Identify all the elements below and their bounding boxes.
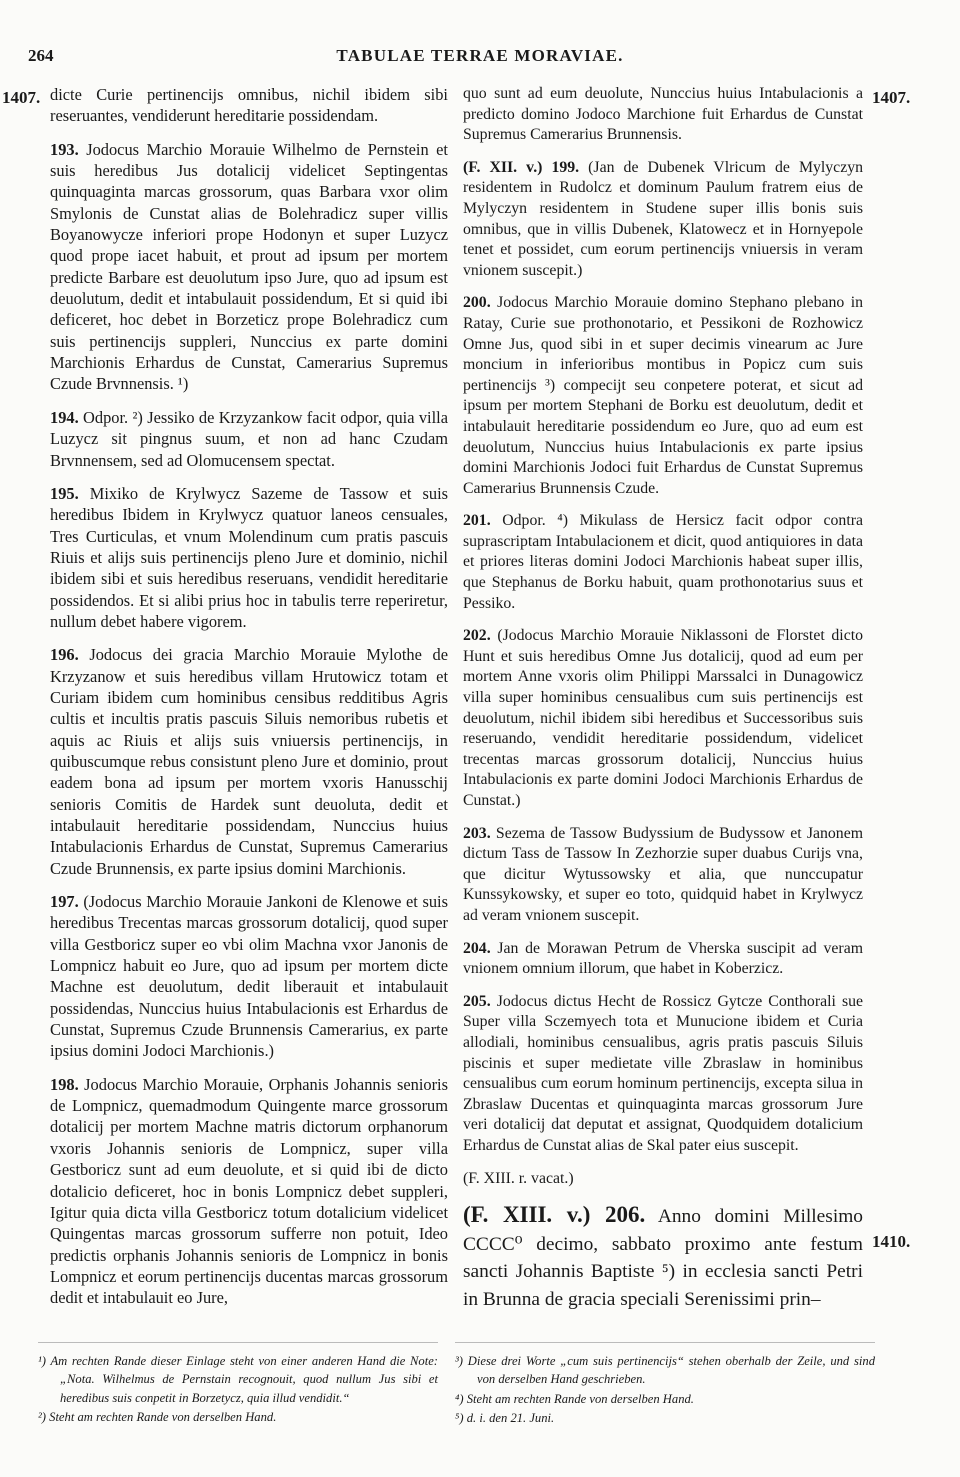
footnote-mark: ³) bbox=[455, 1354, 463, 1368]
footnote bbox=[455, 1409, 875, 1427]
entry-number: 197. bbox=[50, 892, 79, 912]
entry-number: (F. XII. v.) 199. bbox=[463, 158, 580, 176]
left-text-column bbox=[50, 84, 448, 1321]
footnote bbox=[38, 1352, 438, 1407]
margin-year: 1407. bbox=[872, 88, 911, 107]
entry-number: (F. XIII. v.) 206. bbox=[463, 1202, 646, 1228]
entry-text: dicte Curie pertinencijs omnibus, nichil ibidem sibi reseruantes, vendiderunt hereditarie possidendam. bbox=[50, 85, 448, 126]
footnote bbox=[38, 1408, 438, 1426]
margin-year: 1410. bbox=[872, 1232, 911, 1251]
entry-text: (F. XIII. r. vacat.) bbox=[463, 1169, 574, 1187]
entry-number: 196. bbox=[50, 645, 79, 665]
entry-number: 193. bbox=[50, 139, 79, 159]
entry-paragraph bbox=[50, 407, 448, 471]
entry-paragraph bbox=[463, 293, 863, 499]
entry-text: Sezema de Tassow Budyssium de Budyssow et Janonem dictum Tass de Tassow In Zezhorzie super duabus Curijs vna, que dicitur Wytussowsky et alia, que nunccupatur Kunssykowsky, et super eo toto, quidquid habet in Krylwycz ad veram vnionem suscepit. bbox=[463, 824, 863, 924]
entry-text: Mixiko de Krylwycz Sazeme de Tassow et suis heredibus Ibidem in Krylwycz quatuor laneos censuales, Tres Curticulas, et vnum Molendinum cum pratis pascuis Riuis et alijs suis pertinencijs pleno Jure et dominio, nichil ibidem sibi et suis heredibus reseruans, vendidit hereditarie possidendos. Et si alibi prius hoc in tabulis terre reperiretur, nullum debet habere vigorem. bbox=[50, 483, 448, 631]
entry-text: Jodocus Marchio Morauie domino Stephano plebano in Ratay, Curie sue prothonotario, et Pessikoni de Rozhowicz Omne Jus, quod sibi in et super decimis vinearum ac Jure moncium in inferioribus montibus in Popicz cum suis pertinencijs ³) compecijt seu conpetere poterat, et sicut ad ipsum per mortem Stephani de Borku est deuolutum, dedit et intabulauit hereditarie possidendum eo Jure, quo ad eum est deuolutum, Nunccius huius Intabulacionis ex parte ipsius domini Marchionis Jodoci fuit Erhardus de Cunstat Supremus Camerarius Brunnensis Czude. bbox=[463, 294, 863, 497]
entry-text: Anno domini Millesimo CCCC⁰ decimo, sabbato proximo ante festum sancti Johannis Baptiste ⁵) in ecclesia sancti Petri in Brunna de gracia speciali Serenissimi prin– bbox=[463, 1206, 863, 1310]
footnote-rule bbox=[455, 1342, 875, 1343]
entry-paragraph bbox=[50, 139, 448, 395]
footnote-text: Am rechten Rande dieser Einlage steht von einer anderen Hand die Note: „Nota. Wilhelmus de Pernstain recognouit, quod nullum Jus sibi et heredibus suis conpetit in Borzetycz, quia illud vendidit.“ bbox=[50, 1354, 438, 1405]
entry-paragraph bbox=[463, 511, 863, 614]
footnote-text: Diese drei Worte „cum suis pertinencijs“ stehen oberhalb der Zeile, und sind von derselben Hand geschrieben. bbox=[467, 1354, 875, 1387]
footnote-mark: ⁴) bbox=[455, 1391, 464, 1406]
entry-number: 204. bbox=[463, 939, 491, 957]
page-number: 264 bbox=[28, 46, 54, 65]
entry-number: 202. bbox=[463, 627, 491, 645]
entry-text: quo sunt ad eum deuolute, Nunccius huius Intabulacionis a predicto domino Jodoco Marchione fuit Erhardus de Cunstat Supremus Camerarius Brunnensis. bbox=[463, 85, 863, 144]
entry-paragraph bbox=[463, 1201, 863, 1313]
entry-text: Jodocus Marchio Morauie Wilhelmo de Pernstein et suis heredibus Jus dotalicij videlicet Septingentas quinquaginta marcas grossorum, quas Barbara vxor olim Smylonis de Cunstat alias de Bolehradicz super villis Boyanowycze inferiori prope Hodonyn et super Luzycz quod prope iacet habuit, et prout ad ipsum per mortem predicte Barbare est deuolutum ipso Jure, quo ad ipsum est deuolutum, dedit et intabulauit possidendum, Et si quid ibi deficeret, hoc debet in Borzeticz prope Bolehradicz cum suis pertinencijs suppleri, Nunccius ex parte domini Marchionis Erhardus de Cunstat, Camerarius Supremus Czude Brvnnensis. ¹) bbox=[50, 139, 448, 394]
footnote-mark: ⁵) bbox=[455, 1410, 464, 1425]
entry-paragraph bbox=[50, 84, 448, 127]
entry-paragraph bbox=[50, 1074, 448, 1309]
entry-number: 201. bbox=[463, 512, 491, 530]
entry-paragraph bbox=[463, 84, 863, 146]
entry-number: 203. bbox=[463, 824, 491, 842]
footnote-mark: ²) bbox=[38, 1409, 46, 1424]
entry-paragraph bbox=[463, 939, 863, 980]
running-title: TABULAE TERRAE MORAVIAE. bbox=[336, 46, 624, 65]
entry-text: (Jodocus Marchio Morauie Niklassoni de Florstet dicto Hunt et suis heredibus Omne Jus dotalicij, quod ad eum per mortem Anne vxoris olim Philippi Marssalci in Dunagowicz villa super hominibus censualibus cum suis pertinencijs est deuolutum, nichil ibidem sibi heredibus et Successoribus suis reseruando, vendidit hereditarie possidendum, videlicet trecentas marcas grossorum dotalicij, Nunccius huius Intabulacionis ex parte domini Jodoci Marchionis Erhardus de Cunstat.) bbox=[463, 627, 863, 809]
entry-text: Jodocus Marchio Morauie, Orphanis Johannis senioris de Lompnicz, quemadmodum Quingente marce grossorum dotalicij per mortem Machne matris dictorum orphanorum vxoris Johannis senioris de Lompnicz, super villa Gestboricz sunt ad eum deuolute, et si quid ibi de dicto dotalicio deficeret, hoc in bonis Lompnicz debet suppleri, Igitur quia dicta villa Gestboricz totum dotalicium videlicet Quingentas marcas grossorum sufferre non potuit, Ideo predictis orphanis Johannis senioris de Lompnicz in bonis Lompnicz et eorum pertinencijs ducentas marcas grossorum dedit et intabulauit eo Jure, bbox=[50, 1074, 448, 1308]
entry-paragraph bbox=[463, 1169, 863, 1190]
entry-text: (Jan de Dubenek Vlricum de Mylyczyn residentem in Rudolcz et dominum Paulum fratrem eius de Mylyczyn residentem in Studene super illis bonis suis omnibus, que in villis Dubenek, Klatowecz et in Hornyepole tenet et possidet, cum eorum pertinencijs vniuersis in veram vnionem suscepit.) bbox=[463, 158, 864, 279]
entry-paragraph bbox=[463, 992, 863, 1157]
footnotes-right bbox=[455, 1352, 875, 1428]
entry-number: 198. bbox=[50, 1074, 79, 1094]
footnote-mark: ¹) bbox=[38, 1354, 46, 1368]
right-text-column bbox=[463, 84, 863, 1325]
footnote-text: Steht am rechten Rande von derselben Hand. bbox=[49, 1409, 277, 1424]
entry-text: Jan de Morawan Petrum de Vherska suscipit ad veram vnionem omnium illorum, que habet in Koberzicz. bbox=[463, 939, 863, 978]
entry-number: 205. bbox=[463, 992, 491, 1010]
entry-text: Jodocus dictus Hecht de Rossicz Gytcze Conthorali sue Super villa Sczemyech tota et Munucione ibidem et Curia allodiali, hominibus censualibus, agris pratis pascuis Siluis piscinis et super medietate ville Zbraslaw in hominibus censualibus cum eorum hominum pertinencijs, excepta silua in Zbraslaw Ducentas et quinquaginta marcas grossorum Jure veri dotalicij dat deputat et assignat, Quodquidem dotalicium Erhardus de Cunstat alias de Skal pater eius suscepit. bbox=[463, 992, 863, 1154]
margin-year: 1407. bbox=[2, 88, 41, 107]
footnote-text: d. i. den 21. Juni. bbox=[466, 1410, 555, 1425]
entry-number: 200. bbox=[463, 294, 491, 312]
entry-paragraph bbox=[463, 824, 863, 927]
entry-number: 194. bbox=[50, 407, 79, 427]
footnote bbox=[455, 1390, 875, 1408]
entry-text: (Jodocus Marchio Morauie Jankoni de Klenowe et suis heredibus Trecentas marcas grossorum dotalicij, quod super villa Gestboricz super eo vbi olim Machna vxor Janonis de Lompnicz habuit eo Jure, quo ad ipsum per mortem dicte Machne est deuolutum, dedit liberauit et intabulauit possidendas, Nunccius huius Intabulacionis est Erhardus de Cunstat, Supremus Czude Brunnensis Camerarius, ex parte ipsius domini Jodoci Marchionis.) bbox=[50, 892, 448, 1061]
footnote-rule bbox=[38, 1342, 438, 1343]
entry-paragraph bbox=[50, 891, 448, 1062]
entry-text: Jodocus dei gracia Marchio Morauie Mylothe de Krzyzanow et suis heredibus villam Hrutowicz totam et Curiam ibidem cum hominibus censibus redditibus Agris cultis et incultis pratis pascuis Siluis nemoribus rubetis et aquis ac Riuis et alijs suis vniuersis pertinencijs, in quibuscumque rebus consistunt pleno Jure et dominio, prout eadem bona ad ipsum per mortem vxoris Hanusschij senioris Comitis de Hardek sunt deuoluta, dedit et intabulauit hereditarie possidendam, Nunccius huius Intabulacionis Erhardus de Cunstat, Supremus Camerarius Czude Brunnensis, ex parte ipsius domini Marchionis. bbox=[50, 645, 448, 878]
entry-paragraph bbox=[50, 644, 448, 879]
entry-paragraph bbox=[463, 626, 863, 811]
entry-text: Odpor. ⁴) Mikulass de Hersicz facit odpor contra suprascriptam Intabulacionem et dicit, quod antiquiores in data et priores literas domini Jodoci Marchionis habeat super illis, que Stephanus de Borku habuit, quam prothonotarius suus et Pessiko. bbox=[463, 512, 863, 612]
entry-paragraph bbox=[50, 483, 448, 632]
entry-paragraph bbox=[463, 158, 863, 282]
footnote-text: Steht am rechten Rande von derselben Hand. bbox=[466, 1391, 694, 1406]
page-header bbox=[0, 46, 960, 70]
entry-text: Odpor. ²) Jessiko de Krzyzankow facit odpor, quia villa Luzycz sit pingnus suum, et non ad hanc Czudam Brvnnensem, sed ad Olomucensem spectat. bbox=[50, 407, 448, 470]
footnote bbox=[455, 1352, 875, 1389]
entry-number: 195. bbox=[50, 483, 79, 503]
footnotes-left bbox=[38, 1352, 438, 1427]
